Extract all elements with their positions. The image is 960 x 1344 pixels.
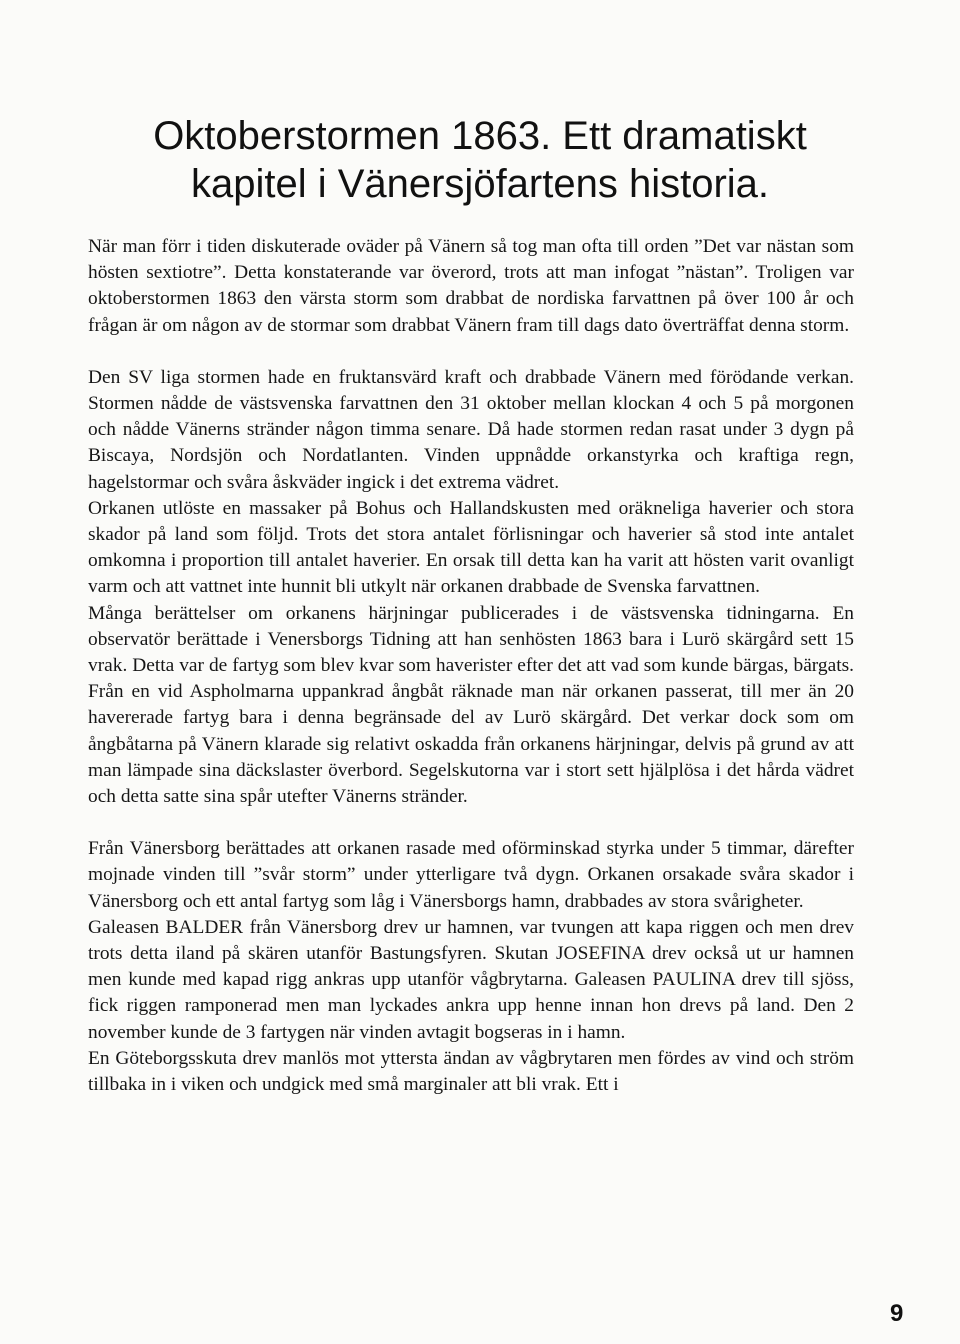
paragraph-intro: När man förr i tiden diskuterade oväder på Vänern så tog man ofta till orden ”Det var nästan som hösten sextiotre”. Detta konstaterande var överord, trots att man infogat ”nästan”. Troligen var oktoberstormen 1863 den värsta storm som drabbat de nordiska farvattnen på över 100 år och frågan är om någon av de stormar som drabbat Vänern fram till dags dato överträffat denna storm. bbox=[88, 236, 854, 336]
title-line-2: kapitel i Vänersjöfartens historia. bbox=[190, 162, 770, 206]
paragraph-vanersborg: Från Vänersborg berättades att orkanen rasade med oförminskad styrka under 5 timmar, därefter mojnade vinden till ”svår storm” under ytterligare två dygn. Orkanen orsakade svåra skador i Vänersborg och ett antal fartyg som låg i Vänersborgs hamn, drabbades av stora svårigheter. bbox=[88, 838, 854, 912]
paragraph-west-coast: Orkanen utlöste en massaker på Bohus och Hallandskusten med oräkneliga haverier och stora skador på land som följd. Trots det stora antalet förlisningar och haverier så stod inte antalet omkomna i proportion till antalet haverier. En orsak till detta kan ha varit att hösten varit ovanligt varm och att vattnet inte hunnit bli utkylt när orkanen drabbade de Svenska farvattnen. bbox=[88, 497, 854, 598]
paragraph-goteborgsskuta: En Göteborgsskuta drev manlös mot yttersta ändan av vågbrytaren men fördes av vind och ström tillbaka in i viken och undgick med små marginaler att bli vrak. Ett i bbox=[88, 1047, 854, 1096]
page-title bbox=[80, 112, 880, 208]
paragraph-newspaper-reports: Många berättelser om orkanens härjningar publicerades i de västsvenska tidningarna. En observatör berättade i Venersborgs Tidning att han senhösten 1863 bara i Lurö skärgård sett 15 vrak. Detta var de fartyg som blev kvar som haverister efter det att vad som kunde bärgas, bärgats. Från en vid Aspholmarna uppankrad ångbåt räknade man när orkanen passerat, till mer än 20 havererade fartyg bara i denna begränsade del av Lurö skärgård. Det verkar dock som om ångbåtarna på Vänern klarade sig relativt oskadda från orkanens härjningar, delvis på grund av att man lämpade sina däckslaster överbord. Segelskutorna var i stort sett hjälplösa i det hårda vädret och detta satte sina spår utefter Vänerns stränder. bbox=[88, 602, 854, 808]
title-line-1: Oktoberstormen 1863. Ett dramatiskt bbox=[153, 114, 807, 158]
article-body bbox=[88, 234, 854, 1098]
paragraph-galeasen: Galeasen BALDER från Vänersborg drev ur hamnen, var tvungen att kapa riggen och men drev trots detta iland på skären utanför Bastungsfyren. Skutan JOSEFINA drev också ut ur hamnen men kunde med kapad rigg ankras upp utanför vågbrytarna. Galeasen PAULINA drev till sjöss, fick riggen ramponerad men man lyckades ankra upp henne innan hon drevs på land. Den 2 november kunde de 3 fartygen när vinden avtagit bogseras in i hamn. bbox=[88, 916, 854, 1043]
page-number: 9 bbox=[890, 1300, 904, 1327]
paragraph-storm-force: Den SV liga stormen hade en fruktansvärd kraft och drabbade Vänern med förödande verkan. Stormen nådde de västsvenska farvattnen den 31 oktober mellan klockan 4 och 5 på morgonen och nådde Vänerns stränder någon timma senare. Då hade stormen redan rasat under 3 dygn på Biscaya, Nordsjön och Nordatlanten. Vinden uppnådde orkanstyrka och kraftiga regn, hagelstormar och svåra åskväder ingick i det extrema vädret. bbox=[88, 366, 854, 493]
